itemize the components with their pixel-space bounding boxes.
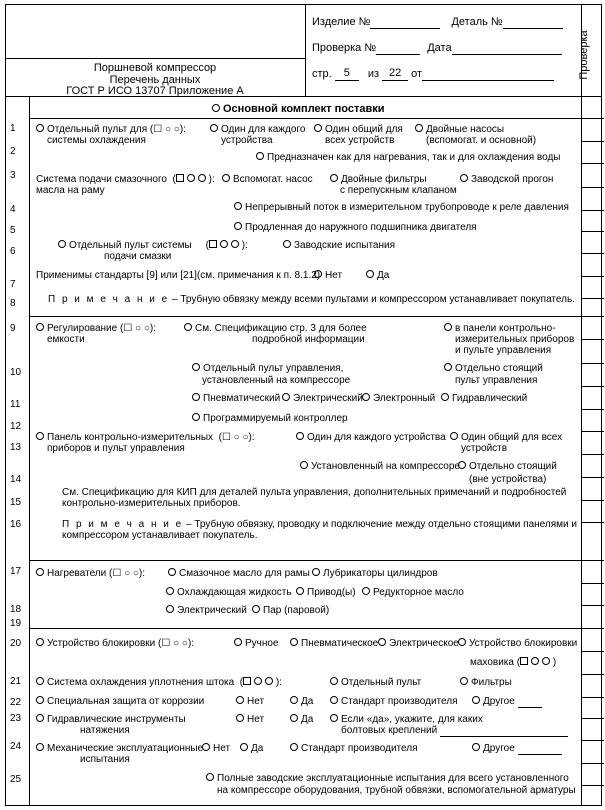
r22-no[interactable]: Нет: [236, 696, 264, 708]
r5-option[interactable]: Продленная до наружного подшипника двигателя: [234, 222, 477, 234]
r23-o1-b[interactable]: болтовых креплений: [341, 725, 568, 737]
check-label: Проверка №: [312, 42, 377, 54]
item-field[interactable]: [312, 16, 563, 29]
row-number: 8: [10, 298, 16, 309]
r18-o2[interactable]: Пар (паровой): [252, 605, 329, 617]
row-number: 25: [10, 774, 22, 785]
part-label: Деталь №: [451, 16, 503, 28]
r7-standards: Применимы стандарты [9] или [21](см. примечания к п. 8.1.2): [36, 270, 321, 281]
row-number: 9: [10, 323, 16, 334]
r1-opt3-b: (вспомогат. и основной): [426, 135, 537, 146]
r1-opt2[interactable]: Один общий для: [314, 124, 403, 136]
r22-o2[interactable]: Другое: [472, 696, 542, 708]
r13-opt1[interactable]: Один для каждого устройства: [296, 432, 446, 444]
r11-o3[interactable]: Электронный: [362, 393, 435, 405]
row-number: 21: [10, 676, 22, 687]
row-number: 17: [10, 566, 22, 577]
page-number: 5: [335, 67, 359, 81]
r24-yes[interactable]: Да: [240, 743, 263, 755]
r6-label[interactable]: Отдельный пульт системы ( ):: [58, 240, 248, 252]
r13-opt2-b: устройств: [461, 443, 508, 454]
r17-label[interactable]: Нагреватели (☐ ○ ○):: [36, 568, 145, 580]
r20-o3[interactable]: Электрическое: [378, 638, 459, 650]
r1-opt3[interactable]: Двойные насосы: [415, 124, 504, 136]
frame-bottom: [5, 805, 602, 806]
r20-o2[interactable]: Пневматическое: [290, 638, 378, 650]
r3-opt3[interactable]: Заводской прогон: [460, 174, 553, 186]
frame-left: [5, 4, 6, 806]
r9-opt1[interactable]: См. Спецификацию стр. 3 для более: [184, 323, 367, 335]
r15-text-b: контрольно-измерительных приборов.: [62, 498, 241, 509]
date-label: Дата: [427, 42, 452, 54]
r9-opt2-b: измерительных приборов: [455, 334, 575, 345]
r10-opt2[interactable]: Отдельно стоящий: [444, 363, 543, 375]
r23-o1[interactable]: Если «да», укажите, для каких: [330, 714, 483, 726]
row-number: 24: [10, 741, 22, 752]
r11-o4[interactable]: Гидравлический: [441, 393, 527, 405]
r21-label[interactable]: Система охлаждения уплотнения штока ( ):: [36, 677, 282, 689]
r23-no[interactable]: Нет: [236, 714, 264, 726]
r8-note: П р и м е ч а н и е – Трубную обвязку между всеми пультами и компрессором устанавливает покупатель.: [48, 294, 575, 305]
r13-label-b: приборов и пульт управления: [47, 443, 185, 454]
item-label: Изделие №: [312, 16, 371, 28]
row-number: 12: [10, 421, 22, 432]
r25-option[interactable]: Полные заводские эксплуатационные испытания для всего установленного: [206, 773, 569, 785]
r9-opt2[interactable]: в панели контрольно-: [444, 323, 556, 335]
row-number: 2: [10, 146, 16, 157]
r1-opt1-b: устройства: [221, 135, 273, 146]
r17-o2[interactable]: Лубрикаторы цилиндров: [312, 568, 438, 580]
frame-right: [601, 4, 602, 806]
r6-label-b: подачи смазки: [104, 251, 172, 262]
doc-title-3: ГОСТ Р ИСО 13707 Приложение А: [66, 85, 244, 97]
r23-label[interactable]: Гидравлические инструменты: [36, 714, 186, 726]
page-field: [312, 67, 554, 81]
r13-opt2[interactable]: Один общий для всех: [450, 432, 562, 444]
r17-o3[interactable]: Охлаждающая жидкость: [166, 587, 292, 599]
r3-opt2[interactable]: Двойные фильтры: [330, 174, 427, 186]
r3-label-b: масла на раму: [36, 185, 105, 196]
r10-opt2-b: пульт управления: [455, 375, 538, 386]
r17-o4[interactable]: Привод(ы): [296, 587, 356, 599]
r22-o1[interactable]: Стандарт производителя: [330, 696, 458, 708]
page-from: от: [411, 68, 423, 80]
r13-label[interactable]: Панель контрольно-измерительных (☐ ○ ○):: [36, 432, 255, 444]
r20-o1[interactable]: Ручное: [234, 638, 279, 650]
vertical-check-header: Проверка: [578, 30, 590, 80]
r14-opt2[interactable]: Отдельно стоящий: [458, 461, 557, 473]
row-number: 18: [10, 604, 22, 615]
row-number: 14: [10, 474, 22, 485]
r17-o1[interactable]: Смазочное масло для рамы: [168, 568, 310, 580]
r11-o1[interactable]: Пневматический: [192, 393, 280, 405]
r21-o2[interactable]: Фильтры: [460, 677, 512, 689]
r15-text: См. Спецификацию для КИП для деталей пульта управления, дополнительных примечаний и подробностей: [62, 487, 567, 498]
page-prefix: стр.: [312, 68, 332, 80]
row-number: 11: [10, 399, 21, 410]
r3-opt2-b: с перепускным клапаном: [340, 185, 457, 196]
r4-option[interactable]: Непрерывный поток в измерительном трубопроводе к реле давления: [234, 202, 569, 214]
r24-no[interactable]: Нет: [202, 743, 230, 755]
r20-o4[interactable]: Устройство блокировки: [458, 638, 577, 650]
header-divider-v: [305, 4, 306, 96]
r10-opt1-b: установленный на компрессоре: [202, 375, 351, 386]
r3-label: Система подачи смазочного ( ):: [36, 174, 215, 185]
row-number: 3: [10, 170, 16, 181]
header-divider-h: [5, 58, 305, 59]
r7-no[interactable]: Нет: [314, 270, 342, 282]
r6-opt1[interactable]: Заводские испытания: [283, 240, 395, 252]
row-number: 5: [10, 225, 16, 236]
row-number: 4: [10, 204, 16, 215]
row-number: 20: [10, 638, 22, 649]
r16-note: П р и м е ч а н и е – Трубную обвязку, проводку и подключение между отдельно стоящими панелями и: [62, 519, 577, 530]
r1-opt1[interactable]: Один для каждого: [210, 124, 305, 136]
frame-top: [5, 4, 602, 5]
r1-label-b: системы охлаждения: [47, 135, 146, 146]
page-total: 22: [382, 67, 408, 81]
r24-label[interactable]: Механические эксплуатационные: [36, 743, 203, 755]
row-number: 7: [10, 279, 16, 290]
r20-o4-b: маховика ( ): [470, 657, 557, 668]
r9-opt2-c: и пульте управления: [455, 345, 552, 356]
r17-o5[interactable]: Редукторное масло: [362, 587, 464, 599]
r23-label-b: натяжения: [80, 725, 130, 736]
section-line: [29, 118, 581, 119]
check-field[interactable]: [312, 42, 562, 55]
r24-o2[interactable]: Другое: [472, 743, 562, 755]
r11-o2[interactable]: Электрический: [282, 393, 363, 405]
page-of: из: [367, 68, 380, 80]
section-title: Основной комплект поставки: [212, 103, 384, 115]
row-number: 10: [10, 367, 22, 378]
r21-o1[interactable]: Отдельный пульт: [330, 677, 421, 689]
group-line-3: [29, 628, 581, 629]
r1-label[interactable]: Отдельный пульт для (☐ ○ ○):: [36, 124, 186, 136]
r22-label[interactable]: Специальная защита от коррозии: [36, 696, 204, 708]
r2-option[interactable]: Предназначен как для нагревания, так и для охлаждения воды: [256, 152, 561, 164]
group-line-1: [29, 316, 581, 317]
r12-option[interactable]: Программируемый контроллер: [192, 413, 348, 425]
r10-opt1[interactable]: Отдельный пульт управления,: [192, 363, 343, 375]
doc-title-2: Перечень данных: [109, 74, 201, 86]
r25-option-b: на компрессоре оборудования, трубной обвязки, вспомогательной арматуры: [217, 785, 576, 796]
row-number: 16: [10, 519, 22, 530]
r23-yes[interactable]: Да: [290, 714, 313, 726]
row-number: 22: [10, 697, 22, 708]
r3-opt1[interactable]: Вспомогат. насос: [222, 174, 313, 186]
r9-label[interactable]: Регулирование (☐ ○ ○):: [36, 323, 156, 335]
r24-label-b: испытания: [80, 754, 130, 765]
r18-o1[interactable]: Электрический: [166, 605, 247, 617]
r9-opt1-b: подробной информации: [252, 334, 365, 345]
r20-label[interactable]: Устройство блокировки (☐ ○ ○):: [36, 638, 194, 650]
num-col-line: [29, 96, 30, 806]
check-col-line: [581, 4, 582, 806]
r22-yes[interactable]: Да: [290, 696, 313, 708]
r16-note-b: компрессором устанавливает покупатель.: [62, 530, 258, 541]
r14-opt1[interactable]: Установленный на компрессоре: [300, 461, 460, 473]
r24-o1[interactable]: Стандарт производителя: [290, 743, 418, 755]
group-line-2: [29, 560, 581, 561]
row-number: 19: [10, 618, 22, 629]
row-number: 6: [10, 246, 16, 257]
doc-title-1: Поршневой компрессор: [93, 62, 217, 74]
r9-label-b: емкости: [47, 334, 85, 345]
r7-yes[interactable]: Да: [366, 270, 389, 282]
row-number: 1: [10, 123, 16, 134]
r14-opt2-b: (вне устройства): [469, 474, 547, 485]
r1-opt2-b: всех устройств: [325, 135, 395, 146]
row-number: 13: [10, 442, 22, 453]
row-number: 15: [10, 497, 22, 508]
row-number: 23: [10, 713, 22, 724]
